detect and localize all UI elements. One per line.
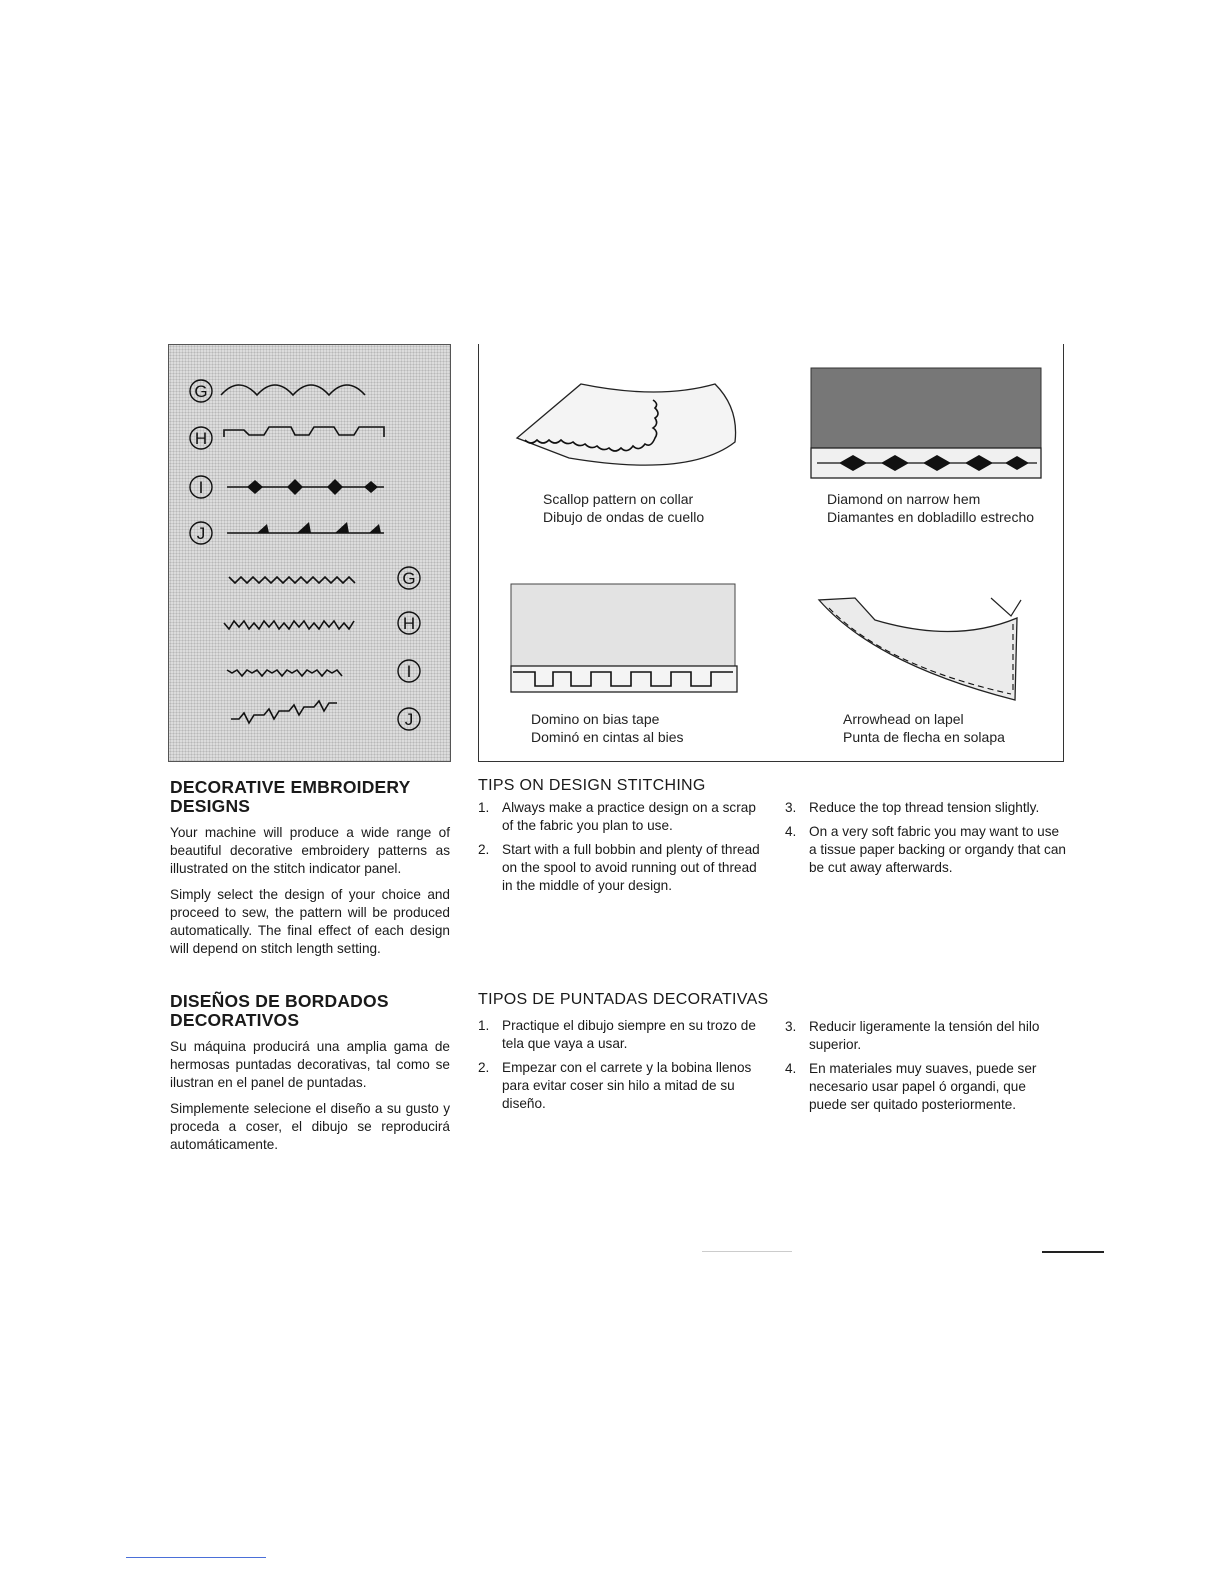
list-item: 3. Reducir ligeramente la tensión del hilo superior. [785,1019,1040,1052]
stitch-letter-right: H [402,614,416,633]
scallop-collar-illustration [509,378,739,488]
section-heading-en: DECORATIVE EMBROIDERY DESIGNS [170,777,411,816]
caption-arrowhead-en: Arrowhead on lapel [843,711,964,727]
stitch-letter-right: J [404,710,414,729]
list-item: 1. Always make a practice design on a scrap of the fabric you plan to use. [478,800,756,833]
stitch-letter-right: G [402,569,416,588]
diamond-hem-illustration [809,366,1045,480]
spanish-intro [170,992,450,1162]
tips-list-en-left [478,799,760,901]
caption-scallop-en: Scallop pattern on collar [543,491,694,507]
stitch-pattern-drawing [169,345,452,763]
intro-paragraph: Su máquina producirá una amplia gama de hermosas puntadas decorativas, tal como se ilustran en el panel de puntadas. [170,1039,450,1090]
list-item: 3. Reduce the top thread tension slightly. [785,800,1040,815]
caption-arrowhead-es: Punta de flecha en solapa [843,729,1005,745]
illustrations-box [478,344,1064,762]
caption-domino-en: Domino on bias tape [531,711,660,727]
stitch-letter-left: H [194,429,208,448]
pattern-g-scallop [221,385,365,395]
caption-diamond-en: Diamond on narrow hem [827,491,981,507]
english-intro [170,778,450,966]
caption-scallop-es: Dibujo de ondas de cuello [543,509,705,525]
tips-heading-en: TIPS ON DESIGN STITCHING [478,777,706,794]
stitch-letter-left: G [194,382,208,401]
stitch-letter-right: I [406,662,412,681]
section-heading-es: DISEÑOS DE BORDADOS DECORATIVOS [170,991,389,1030]
tips-heading-es: TIPOS DE PUNTADAS DECORATIVAS [478,991,769,1008]
caption-domino-es: Dominó en cintas al bies [531,729,684,745]
tips-list-es-left [478,1017,760,1119]
pattern-i-zigzag [227,670,342,676]
stitch-letter-left: I [198,478,204,497]
stitch-indicator-panel [168,344,451,762]
divider [1042,1251,1104,1253]
pattern-g-zigzag [229,577,355,583]
caption-diamond-es: Diamantes en dobladillo estrecho [827,509,1035,525]
list-item: 4. En materiales muy suaves, puede ser necesario usar papel ó organdi, que puede ser quitado posteriormente. [785,1061,1037,1112]
intro-paragraph: Simplemente selecione el diseño a su gusto y proceda a coser, el dibujo se reproducirá automáticamente. [170,1101,450,1152]
list-item: 2. Start with a full bobbin and plenty of thread on the spool to avoid running out of thread in the middle of your design. [478,842,760,893]
intro-paragraph: Simply select the design of your choice and proceed to sew, the pattern will be produced automatically. The final effect of each design will depend on stitch length setting. [170,887,450,956]
divider [126,1557,266,1558]
tips-list-es-right [785,1018,1067,1120]
intro-paragraph: Your machine will produce a wide range of beautiful decorative embroidery patterns as illustrated on the stitch indicator panel. [170,825,450,876]
pattern-h-domino [224,427,384,437]
arrowhead-lapel-illustration [815,594,1031,706]
list-item: 1. Practique el dibujo siempre en su trozo de tela que vaya a usar. [478,1018,756,1051]
list-item: 2. Empezar con el carrete y la bobina llenos para evitar coser sin hilo a mitad de su diseño. [478,1060,752,1111]
list-item: 4. On a very soft fabric you may want to use a tissue paper backing or organdy that can be cut away afterwards. [785,824,1066,875]
domino-bias-tape-illustration [507,582,747,694]
pattern-h-zigzag [224,621,354,629]
divider [702,1251,792,1252]
tips-list-en-right [785,799,1067,883]
stitch-letter-left: J [196,524,206,543]
pattern-j-zigzag [231,701,337,723]
